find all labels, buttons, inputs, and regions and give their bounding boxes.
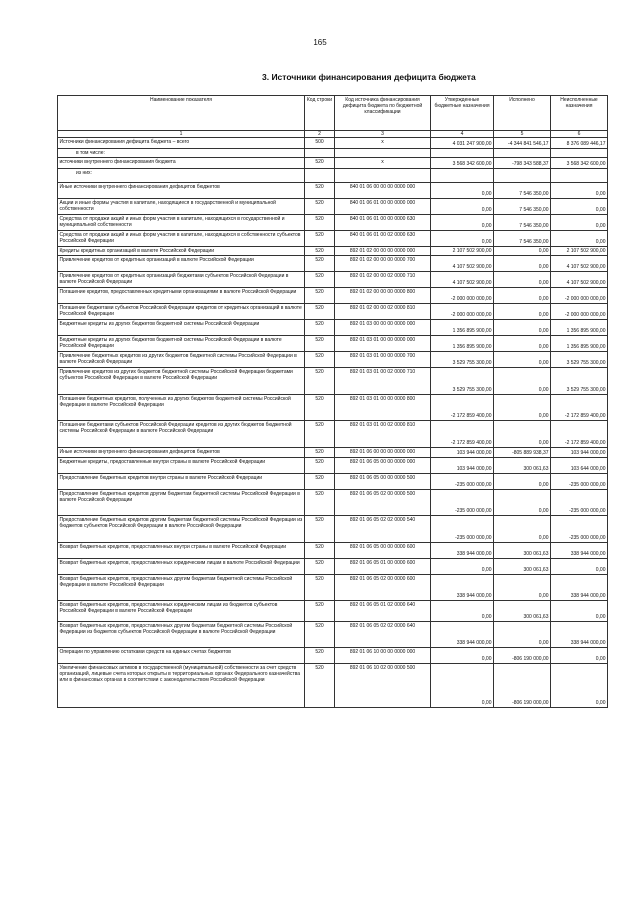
row-name: Кредиты кредитных организаций в валюте Российской Федерации — [58, 247, 305, 256]
column-number: 1 — [58, 131, 305, 138]
table-row — [58, 320, 608, 336]
row-source-code: 892 01 02 00 00 02 0000 710 — [335, 272, 431, 288]
row-executed: 0,00 — [494, 474, 551, 490]
header-unexecuted: Неисполненные назначения — [551, 96, 608, 131]
row-code: 520 — [305, 336, 335, 352]
row-unexecuted: -235 000 000,00 — [551, 516, 608, 543]
page-number: 165 — [313, 38, 327, 47]
row-source-code: 840 01 06 00 00 00 0000 000 — [335, 183, 431, 199]
header-code: Код строки — [305, 96, 335, 131]
row-approved: 338 944 000,00 — [431, 543, 494, 559]
row-source-code: 892 01 06 05 02 00 0000 500 — [335, 490, 431, 516]
row-approved — [431, 149, 494, 158]
column-number: 6 — [551, 131, 608, 138]
row-approved: -2 172 859 400,00 — [431, 395, 494, 421]
row-name: Иные источники внутреннего финансирования дефицитов бюджетов — [58, 183, 305, 199]
row-source-code: 840 01 06 01 00 00 0000 630 — [335, 215, 431, 231]
row-approved: -235 000 000,00 — [431, 490, 494, 516]
table-row — [58, 169, 608, 183]
row-source-code: 892 01 03 01 00 00 0000 800 — [335, 395, 431, 421]
row-source-code: 892 01 06 00 00 00 0000 000 — [335, 448, 431, 458]
financing-sources-table — [57, 95, 608, 708]
row-code: 520 — [305, 272, 335, 288]
row-code: 520 — [305, 215, 335, 231]
row-source-code: 840 01 06 01 00 00 0000 000 — [335, 199, 431, 215]
header-approved: Утвержденные бюджетные назначения — [431, 96, 494, 131]
row-approved: 0,00 — [431, 559, 494, 575]
table-row — [58, 304, 608, 320]
row-source-code: 892 01 02 00 00 00 0000 700 — [335, 256, 431, 272]
row-executed: 0,00 — [494, 272, 551, 288]
header-source: Код источника финансирования дефицита бюджета по бюджетной классификации — [335, 96, 431, 131]
row-unexecuted: -2 000 000 000,00 — [551, 304, 608, 320]
row-approved: 0,00 — [431, 648, 494, 664]
row-name: Бюджетные кредиты из других бюджетов бюджетной системы Российской Федерации в валюте Российской Федерации — [58, 336, 305, 352]
row-approved: 4 031 247 900,00 — [431, 138, 494, 149]
row-name: Возврат бюджетных кредитов, предоставленных внутри страны в валюте Российской Федерации — [58, 543, 305, 559]
row-executed: 0,00 — [494, 395, 551, 421]
row-source-code — [335, 149, 431, 158]
row-approved: 3 529 755 300,00 — [431, 352, 494, 368]
row-executed — [494, 149, 551, 158]
row-unexecuted — [551, 149, 608, 158]
row-code: 520 — [305, 516, 335, 543]
row-unexecuted: 0,00 — [551, 601, 608, 622]
row-code: 520 — [305, 601, 335, 622]
row-code: 520 — [305, 559, 335, 575]
row-unexecuted: 0,00 — [551, 183, 608, 199]
row-approved: 4 107 502 900,00 — [431, 256, 494, 272]
row-code: 520 — [305, 304, 335, 320]
row-unexecuted: -235 000 000,00 — [551, 474, 608, 490]
row-name: Предоставление бюджетных кредитов другим бюджетам бюджетной системы Российской Федерации в валюте Российской Федерации — [58, 490, 305, 516]
row-name: Погашение бюджетных кредитов, полученных из других бюджетов бюджетной системы Российской Федерации в валюте Российской Федерации — [58, 395, 305, 421]
row-code: 520 — [305, 448, 335, 458]
row-executed: 0,00 — [494, 336, 551, 352]
row-source-code: 892 01 06 10 00 00 0000 000 — [335, 648, 431, 664]
row-name: Бюджетные кредиты из других бюджетов бюджетной системы Российской Федерации — [58, 320, 305, 336]
row-code: 500 — [305, 138, 335, 149]
table-row — [58, 664, 608, 708]
row-source-code: 892 01 06 05 01 02 0000 640 — [335, 601, 431, 622]
row-executed: -4 344 841 546,17 — [494, 138, 551, 149]
table-row — [58, 231, 608, 247]
row-code: 520 — [305, 158, 335, 169]
row-source-code: 892 01 03 01 00 00 0000 700 — [335, 352, 431, 368]
row-code: 520 — [305, 664, 335, 708]
table-row — [58, 199, 608, 215]
row-unexecuted — [551, 169, 608, 183]
row-executed: 300 061,63 — [494, 559, 551, 575]
row-name: Средства от продажи акций и иных форм участия в капитале, находящихся в государственной и муниципальной собственности — [58, 215, 305, 231]
row-name: в том числе: — [58, 149, 305, 158]
row-approved: -2 000 000 000,00 — [431, 304, 494, 320]
row-executed: 300 061,63 — [494, 543, 551, 559]
column-number-row — [58, 131, 608, 138]
row-unexecuted: 338 944 000,00 — [551, 543, 608, 559]
row-unexecuted: 0,00 — [551, 664, 608, 708]
row-unexecuted: -2 000 000 000,00 — [551, 288, 608, 304]
row-unexecuted: 3 568 342 600,00 — [551, 158, 608, 169]
row-executed: 0,00 — [494, 516, 551, 543]
row-code: 520 — [305, 368, 335, 395]
row-code: 520 — [305, 458, 335, 474]
row-name: из них: — [58, 169, 305, 183]
row-source-code: 892 01 06 05 00 00 0000 500 — [335, 474, 431, 490]
row-code: 520 — [305, 421, 335, 448]
row-code: 520 — [305, 622, 335, 648]
table-row — [58, 395, 608, 421]
row-unexecuted: 103 944 000,00 — [551, 448, 608, 458]
row-code: 520 — [305, 288, 335, 304]
row-name: Привлечение бюджетных кредитов из других бюджетов бюджетной системы Российской Федерации в валюте Российской Федерации — [58, 352, 305, 368]
row-source-code: 892 01 02 00 00 00 0000 800 — [335, 288, 431, 304]
row-unexecuted: 0,00 — [551, 215, 608, 231]
row-approved: 1 356 895 900,00 — [431, 320, 494, 336]
row-executed: 7 546 350,00 — [494, 215, 551, 231]
row-source-code: 840 01 06 01 00 02 0000 630 — [335, 231, 431, 247]
row-code: 520 — [305, 231, 335, 247]
row-source-code: 892 01 06 05 00 00 0000 600 — [335, 543, 431, 559]
row-code: 520 — [305, 256, 335, 272]
row-approved: -235 000 000,00 — [431, 516, 494, 543]
row-unexecuted: 4 107 502 900,00 — [551, 256, 608, 272]
row-code: 520 — [305, 247, 335, 256]
row-unexecuted: 0,00 — [551, 199, 608, 215]
row-source-code: 892 01 06 10 02 00 0000 500 — [335, 664, 431, 708]
row-approved: 0,00 — [431, 231, 494, 247]
row-name: Предоставление бюджетных кредитов внутри страны в валюте Российской Федерации — [58, 474, 305, 490]
row-executed: -806 190 000,00 — [494, 648, 551, 664]
row-unexecuted: 0,00 — [551, 559, 608, 575]
table-row — [58, 288, 608, 304]
row-code: 520 — [305, 490, 335, 516]
row-executed: 0,00 — [494, 352, 551, 368]
row-approved: 338 944 000,00 — [431, 575, 494, 601]
column-number: 4 — [431, 131, 494, 138]
table-row — [58, 474, 608, 490]
row-name: Возврат бюджетных кредитов, предоставленных другим бюджетам бюджетной системы Российской Федерации в валюте Российской Федерации — [58, 575, 305, 601]
row-code: 520 — [305, 320, 335, 336]
row-executed: 0,00 — [494, 247, 551, 256]
row-executed: 0,00 — [494, 575, 551, 601]
row-code: 520 — [305, 474, 335, 490]
row-approved: 0,00 — [431, 199, 494, 215]
row-code: 520 — [305, 648, 335, 664]
table-row — [58, 648, 608, 664]
row-name: Привлечение кредитов из других бюджетов бюджетной системы Российской Федерации бюджетами субъектов Российской Федерации в валюте Российской Федерации — [58, 368, 305, 395]
header-name: Наименование показателя — [58, 96, 305, 131]
row-code — [305, 149, 335, 158]
row-executed: 300 061,63 — [494, 458, 551, 474]
row-unexecuted: 1 356 895 900,00 — [551, 336, 608, 352]
table-row — [58, 516, 608, 543]
row-source-code: 892 01 06 05 02 02 0000 640 — [335, 622, 431, 648]
row-approved: -235 000 000,00 — [431, 474, 494, 490]
row-executed: 0,00 — [494, 368, 551, 395]
row-source-code — [335, 169, 431, 183]
table-body — [58, 138, 608, 708]
row-approved: -2 000 000 000,00 — [431, 288, 494, 304]
row-executed: 300 061,63 — [494, 601, 551, 622]
table-row — [58, 601, 608, 622]
row-unexecuted: 0,00 — [551, 648, 608, 664]
row-unexecuted: 0,00 — [551, 231, 608, 247]
row-name: Средства от продажи акций и иных форм участия в капитале, находящихся в собственности субъектов Российской Федерации — [58, 231, 305, 247]
row-name: Привлечение кредитов от кредитных организаций в валюте Российской Федерации — [58, 256, 305, 272]
row-unexecuted: 338 944 000,00 — [551, 575, 608, 601]
row-executed: 0,00 — [494, 421, 551, 448]
row-approved: 103 944 000,00 — [431, 448, 494, 458]
table-row — [58, 448, 608, 458]
row-approved: 0,00 — [431, 215, 494, 231]
row-approved: 4 107 502 900,00 — [431, 272, 494, 288]
table-header-row — [58, 96, 608, 131]
row-approved: 0,00 — [431, 664, 494, 708]
row-source-code: 892 01 06 05 02 00 0000 600 — [335, 575, 431, 601]
table-row — [58, 272, 608, 288]
row-unexecuted: 2 107 502 900,00 — [551, 247, 608, 256]
row-unexecuted: 3 529 755 300,00 — [551, 352, 608, 368]
table-row — [58, 368, 608, 395]
row-approved: 3 568 342 600,00 — [431, 158, 494, 169]
row-approved: 2 107 502 900,00 — [431, 247, 494, 256]
table-row — [58, 575, 608, 601]
row-approved — [431, 169, 494, 183]
row-unexecuted: 3 529 755 300,00 — [551, 368, 608, 395]
row-executed: 0,00 — [494, 622, 551, 648]
row-unexecuted: 1 356 895 900,00 — [551, 320, 608, 336]
column-number: 2 — [305, 131, 335, 138]
table-row — [58, 149, 608, 158]
table-row — [58, 559, 608, 575]
table-row — [58, 458, 608, 474]
row-name: Предоставление бюджетных кредитов другим бюджетам бюджетной системы Российской Федерации из бюджетов субъектов Российской Федерации в валюте Российской Федерации — [58, 516, 305, 543]
row-approved: 103 944 000,00 — [431, 458, 494, 474]
row-unexecuted: 4 107 502 900,00 — [551, 272, 608, 288]
row-executed: 7 546 350,00 — [494, 231, 551, 247]
row-unexecuted: -2 172 859 400,00 — [551, 395, 608, 421]
row-unexecuted: 338 944 000,00 — [551, 622, 608, 648]
row-source-code: 892 01 03 01 00 00 0000 000 — [335, 336, 431, 352]
header-executed: Исполнено — [494, 96, 551, 131]
row-name: Возврат бюджетных кредитов, предоставленных юридическим лицам из бюджетов субъектов Российской Федерации в валюте Российской Федерации — [58, 601, 305, 622]
section-title: 3. Источники финансирования дефицита бюджета — [262, 72, 476, 82]
table-row — [58, 247, 608, 256]
row-name: Погашение бюджетами субъектов Российской Федерации кредитов из других бюджетов бюджетной системы Российской Федерации в валюте Российской Федерации — [58, 421, 305, 448]
row-code: 520 — [305, 199, 335, 215]
row-approved: 3 529 755 300,00 — [431, 368, 494, 395]
row-name: Источники финансирования дефицита бюджета – всего — [58, 138, 305, 149]
row-executed: 0,00 — [494, 256, 551, 272]
row-approved: -2 172 859 400,00 — [431, 421, 494, 448]
row-source-code: 892 01 03 01 00 02 0000 810 — [335, 421, 431, 448]
row-source-code: 892 01 02 00 00 02 0000 810 — [335, 304, 431, 320]
row-code: 520 — [305, 352, 335, 368]
row-name: Погашение кредитов, предоставленных кредитными организациями в валюте Российской Федерации — [58, 288, 305, 304]
row-unexecuted: 8 376 089 446,17 — [551, 138, 608, 149]
row-source-code: 892 01 02 00 00 00 0000 000 — [335, 247, 431, 256]
row-executed: 0,00 — [494, 490, 551, 516]
row-name: источники внутреннего финансирования бюджета — [58, 158, 305, 169]
table-row — [58, 421, 608, 448]
row-executed: 7 546 350,00 — [494, 199, 551, 215]
row-executed: 0,00 — [494, 320, 551, 336]
table-row — [58, 183, 608, 199]
row-code: 520 — [305, 395, 335, 421]
row-unexecuted: -2 172 859 400,00 — [551, 421, 608, 448]
column-number: 3 — [335, 131, 431, 138]
row-code: 520 — [305, 183, 335, 199]
row-unexecuted: -235 000 000,00 — [551, 490, 608, 516]
table-row — [58, 490, 608, 516]
table-row — [58, 138, 608, 149]
row-source-code: 892 01 03 01 00 02 0000 710 — [335, 368, 431, 395]
row-name: Возврат бюджетных кредитов, предоставленных другим бюджетам бюджетной системы Российской Федерации из бюджетов субъектов Российской Федерации в валюте Российской Федерации — [58, 622, 305, 648]
table-row — [58, 622, 608, 648]
row-name: Привлечение кредитов от кредитных организаций бюджетами субъектов Российской Федерации в валюте Российской Федерации — [58, 272, 305, 288]
row-code — [305, 169, 335, 183]
row-approved: 0,00 — [431, 183, 494, 199]
table-row — [58, 256, 608, 272]
row-source-code: 892 01 03 00 00 00 0000 000 — [335, 320, 431, 336]
row-source-code: x — [335, 158, 431, 169]
row-name: Бюджетные кредиты, предоставленные внутри страны в валюте Российской Федерации — [58, 458, 305, 474]
column-number: 5 — [494, 131, 551, 138]
row-executed: 7 546 350,00 — [494, 183, 551, 199]
row-unexecuted: 103 644 000,00 — [551, 458, 608, 474]
row-code: 520 — [305, 575, 335, 601]
table-row — [58, 336, 608, 352]
row-source-code: 892 01 06 05 00 00 0000 000 — [335, 458, 431, 474]
row-name: Операции по управлению остатками средств на единых счетах бюджетов — [58, 648, 305, 664]
row-name: Погашение бюджетами субъектов Российской Федерации кредитов от кредитных организаций в валюте Российской Федерации — [58, 304, 305, 320]
row-code: 520 — [305, 543, 335, 559]
table-row — [58, 543, 608, 559]
row-executed: -805 889 938,37 — [494, 448, 551, 458]
table-row — [58, 215, 608, 231]
row-approved: 1 356 895 900,00 — [431, 336, 494, 352]
row-executed: -806 190 000,00 — [494, 664, 551, 708]
row-source-code: 892 01 06 05 02 02 0000 540 — [335, 516, 431, 543]
row-executed: -798 343 588,37 — [494, 158, 551, 169]
row-name: Возврат бюджетных кредитов, предоставленных юридическим лицам в валюте Российской Федерации — [58, 559, 305, 575]
row-approved: 0,00 — [431, 601, 494, 622]
row-source-code: 892 01 06 05 01 00 0000 600 — [335, 559, 431, 575]
row-name: Акции и иные формы участия в капитале, находящиеся в государственной и муниципальной собственности — [58, 199, 305, 215]
table-row — [58, 352, 608, 368]
row-name: Иные источники внутреннего финансирования дефицитов бюджетов — [58, 448, 305, 458]
row-source-code: x — [335, 138, 431, 149]
table-row — [58, 158, 608, 169]
row-approved: 338 944 000,00 — [431, 622, 494, 648]
row-executed: 0,00 — [494, 304, 551, 320]
row-executed: 0,00 — [494, 288, 551, 304]
row-name: Увеличение финансовых активов в государственной (муниципальной) собственности за счет средств организаций, лицевые счета которых открыты в территориальных органах Федерального казначейства или в финансовых органах в соответствии с законодательством Российской Федерации — [58, 664, 305, 708]
row-executed — [494, 169, 551, 183]
